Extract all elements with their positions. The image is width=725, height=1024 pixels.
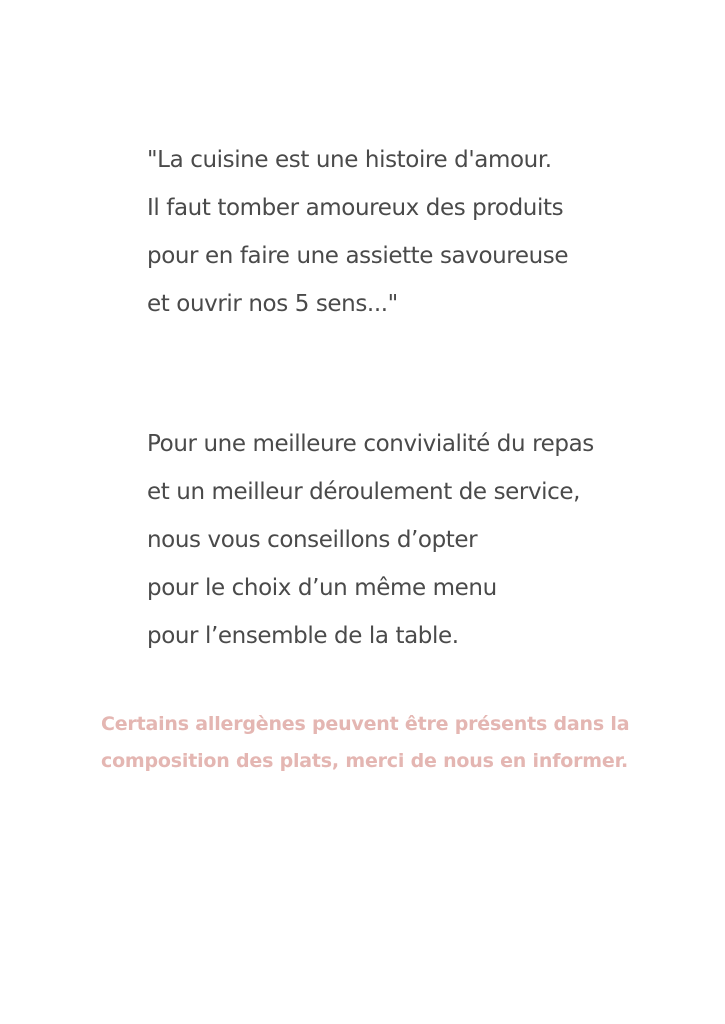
notice-line-1: Certains allergènes peuvent être présents dans la	[101, 713, 630, 735]
allergen-notice	[101, 706, 701, 780]
quote-line-3: pour en faire une assiette savoureuse	[147, 243, 569, 269]
advice-line-4: pour le choix d’un même menu	[147, 575, 497, 601]
notice-line-2: composition des plats, merci de nous en informer.	[101, 750, 629, 772]
chef-quote	[147, 136, 667, 328]
advice-line-2: et un meilleur déroulement de service,	[147, 479, 581, 505]
advice-line-3: nous vous conseillons d’opter	[147, 527, 478, 553]
advice-line-5: pour l’ensemble de la table.	[147, 623, 459, 649]
quote-line-1: "La cuisine est une histoire d'amour.	[147, 147, 552, 173]
advice-line-1: Pour une meilleure convivialité du repas	[147, 431, 594, 457]
quote-line-4: et ouvrir nos 5 sens..."	[147, 291, 398, 317]
same-menu-advice	[147, 420, 667, 660]
quote-line-2: Il faut tomber amoureux des produits	[147, 195, 564, 221]
